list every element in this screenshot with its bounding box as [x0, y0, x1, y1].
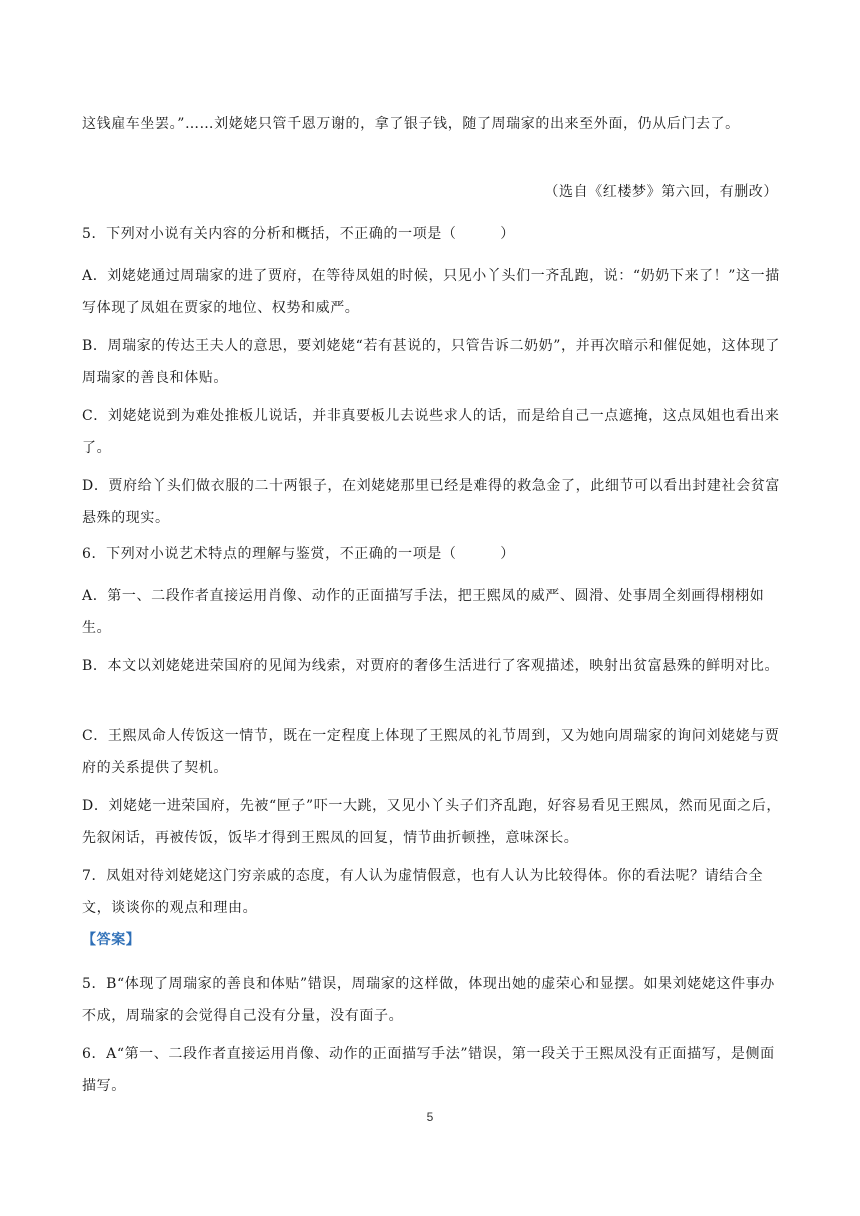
question-6-option-c: C．王熙凤命人传饭这一情节，既在一定程度上体现了王熙凤的礼节周到，又为她向周瑞家的询问刘姥姥与贾府的关系提供了契机。: [82, 728, 780, 776]
question-6-stem: 6．下列对小说艺术特点的理解与鉴赏，不正确的一项是（ ）: [82, 546, 515, 562]
question-5-option-a: A．刘姥姥通过周瑞家的进了贾府，在等待凤姐的时候，只见小丫头们一齐乱跑，说：“奶奶下来了！”这一描写体现了凤姐在贾家的地位、权势和威严。: [82, 268, 780, 316]
question-6-option-a: A．第一、二段作者直接运用肖像、动作的正面描写手法，把王熙凤的威严、圆滑、处事周全刻画得栩栩如生。: [82, 588, 765, 636]
answer-5: 5．B“体现了周瑞家的善良和体贴”错误，周瑞家的这样做，体现出她的虚荣心和显摆。如果刘姥姥这件事办不成，周瑞家的会觉得自己没有分量，没有面子。: [82, 976, 775, 1024]
question-5-option-d: D．贾府给丫头们做衣服的二十两银子，在刘姥姥那里已经是难得的救急金了，此细节可以看出封建社会贫富悬殊的现实。: [82, 478, 781, 526]
question-5-option-b: B．周瑞家的传达王夫人的意思，要刘姥姥“若有甚说的，只管告诉二奶奶”，并再次暗示和催促她，这体现了周瑞家的善良和体贴。: [82, 338, 780, 386]
page-number: 5: [426, 1110, 434, 1124]
question-5-option-c: C．刘姥姥说到为难处推板儿说话，并非真要板儿去说些求人的话，而是给自己一点遮掩，这点凤姐也看出来了。: [82, 408, 780, 456]
answer-heading: 【答案】: [82, 932, 141, 948]
question-7-stem: 7．凤姐对待刘姥姥这门穷亲戚的态度，有人认为虚情假意，也有人认为比较得体。你的看法呢？请结合全文，谈谈你的观点和理由。: [82, 868, 764, 916]
passage-ending: 这钱雇车坐罢。”……刘姥姥只管千恩万谢的，拿了银子钱，随了周瑞家的出来至外面，仍从后门去了。: [82, 116, 740, 132]
answer-6: 6．A“第一、二段作者直接运用肖像、动作的正面描写手法”错误，第一段关于王熙凤没有正面描写，是侧面描写。: [82, 1046, 775, 1094]
question-5-stem: 5．下列对小说有关内容的分析和概括，不正确的一项是（ ）: [82, 226, 515, 242]
question-6-option-b: B．本文以刘姥姥进荣国府的见闻为线索，对贾府的奢侈生活进行了客观描述，映射出贫富悬殊的鲜明对比。: [82, 658, 780, 674]
source-citation: （选自《红楼梦》第六回，有删改）: [544, 184, 778, 200]
question-6-option-d: D．刘姥姥一进荣国府，先被“匣子”吓一大跳，又见小丫头子们齐乱跑，好容易看见王熙凤，然而见面之后，先叙闲话，再被传饭，饭毕才得到王熙凤的回复，情节曲折顿挫，意味深长。: [82, 798, 781, 846]
